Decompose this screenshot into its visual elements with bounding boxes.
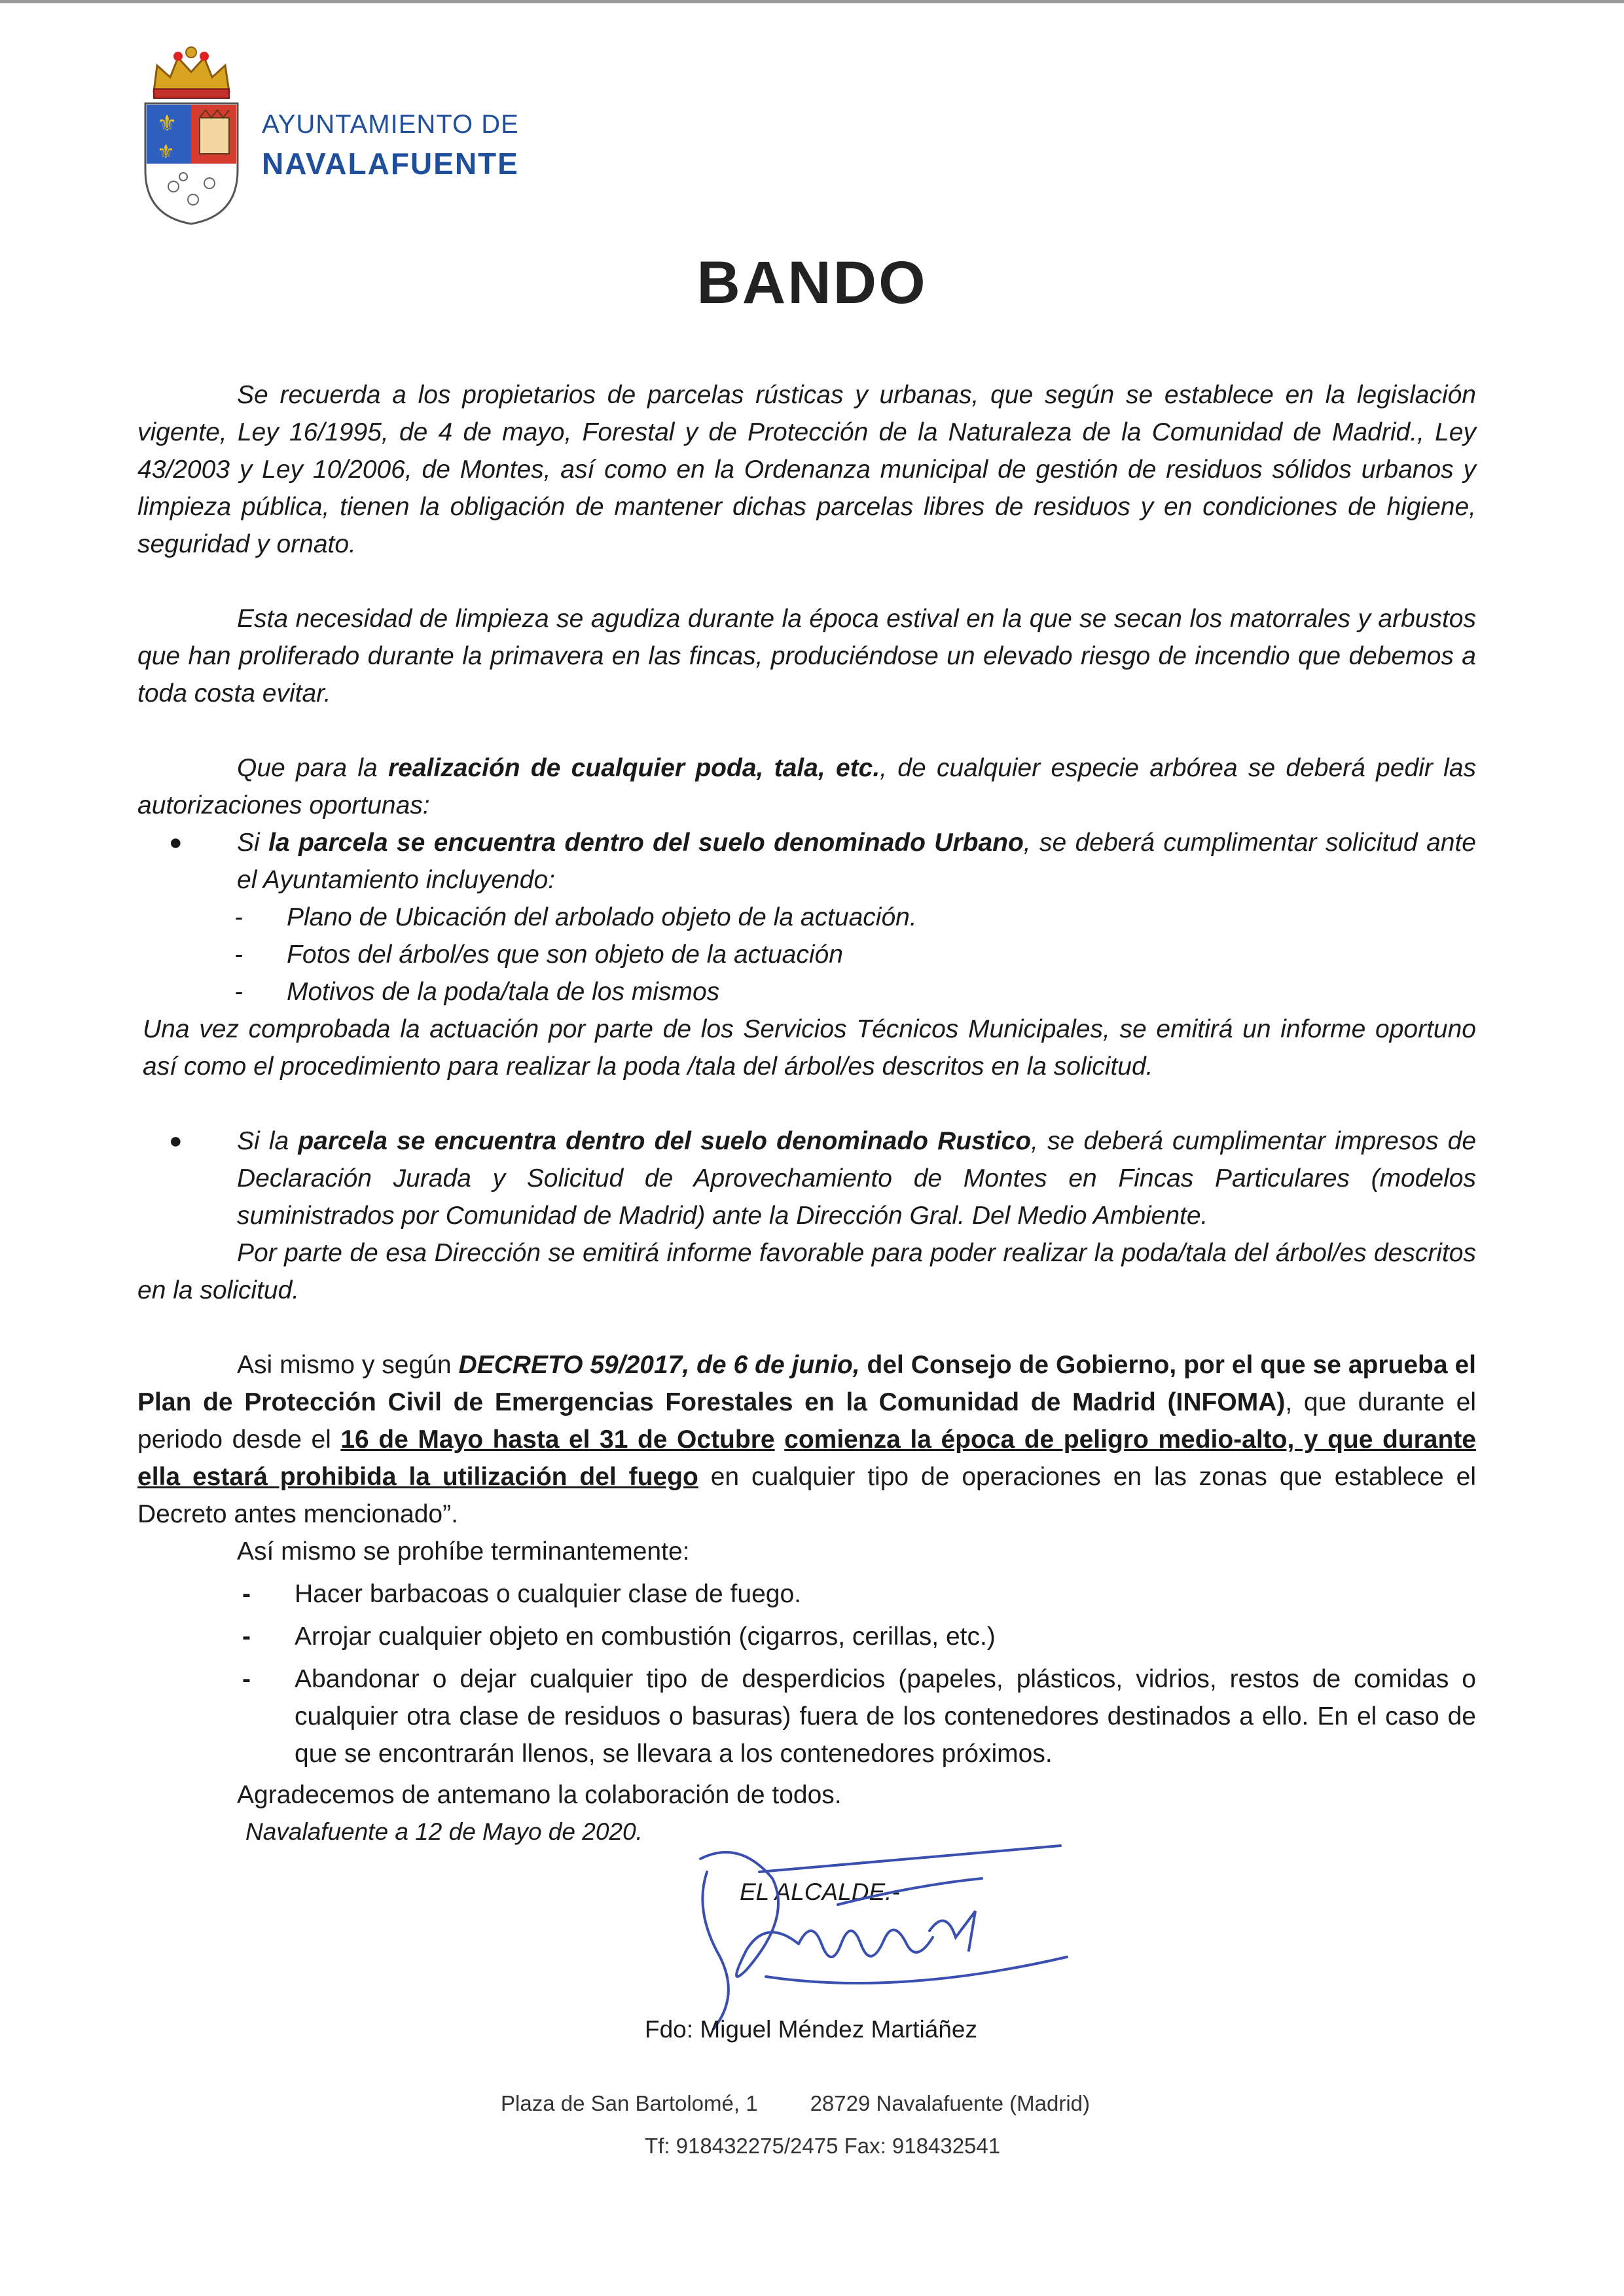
- bold-span: del Consejo de Gobierno, por el que se aprueba el Plan de Protección Civil de Emergencias Forestales en la Comunidad de Madrid (INFOMA): [137, 1351, 1476, 1416]
- document-body: [137, 376, 1476, 1814]
- footer-address-line: [501, 2091, 1090, 2116]
- bullet-icon: ●: [169, 1128, 183, 1153]
- list-item-text: Fotos del árbol/es que son objeto de la actuación: [287, 941, 843, 969]
- svg-text:⚜: ⚜: [157, 111, 177, 137]
- list-item: [242, 1660, 1476, 1772]
- paragraph-urban-after: Una vez comprobada la actuación por parte de los Servicios Técnicos Municipales, se emitirá un informe oportuno así como el procedimiento para realizar la poda /tala del árbol/es descritos en la solicitud.: [143, 1015, 1476, 1081]
- bullet-rustic-text: [237, 1122, 1476, 1234]
- bullet-urban: [169, 824, 1476, 899]
- dash-icon: -: [242, 1623, 251, 1651]
- list-item-text: Motivos de la poda/tala de los mismos: [287, 978, 720, 1006]
- text-span: Si: [237, 829, 269, 857]
- dash-icon: -: [242, 1665, 251, 1693]
- bullet-urban-text: [237, 824, 1476, 899]
- list-item-text: Plano de Ubicación del arbolado objeto de la actuación.: [287, 903, 917, 931]
- bold-span: realización de cualquier poda, tala, etc.: [388, 754, 880, 782]
- paragraph-summer-risk: Esta necesidad de limpieza se agudiza durante la época estival en la que se secan los matorrales y arbustos que han proliferado durante la primavera en las fincas, produciéndose un elevado riesgo de incendio que debemos a toda costa evitar.: [137, 605, 1476, 708]
- text-span: Que para la: [237, 754, 388, 782]
- dash-icon: -: [234, 978, 243, 1006]
- list-item-text: Hacer barbacoas o cualquier clase de fuego.: [295, 1580, 801, 1608]
- text-span: [775, 1426, 785, 1454]
- footer-address: Plaza de San Bartolomé, 1: [501, 2091, 758, 2115]
- footer-phones: Tf: 918432275/2475 Fax: 918432541: [645, 2134, 1001, 2158]
- text-span: en cualquier tipo de operaciones en las zonas que establece el Decreto antes mencionado”.: [137, 1463, 1476, 1528]
- text-span: Asi mismo y según: [237, 1351, 459, 1379]
- paragraph-decree: [137, 1346, 1476, 1533]
- decree-reference: DECRETO 59/2017, de 6 de junio,: [458, 1351, 860, 1379]
- period-dates: 16 de Mayo hasta el 31 de Octubre: [340, 1426, 775, 1454]
- coat-of-arms-icon: [137, 46, 245, 229]
- dash-icon: -: [234, 903, 243, 931]
- list-item: [234, 899, 1476, 936]
- paragraph-authorization: [137, 749, 1476, 824]
- list-item: [234, 973, 1476, 1011]
- bullet-icon: ●: [169, 830, 183, 855]
- dash-icon: -: [242, 1580, 251, 1608]
- prohibition-intro: Así mismo se prohíbe terminantemente:: [237, 1537, 690, 1566]
- fire-ban-statement: comienza la época de peligro medio-alto, y que durante ella estará prohibida la utilización del fuego: [137, 1426, 1476, 1491]
- text-span: Si la: [237, 1127, 298, 1155]
- paragraph-rustic-after: Por parte de esa Dirección se emitirá informe favorable para poder realizar la poda/tala del árbol/es descritos en la solicitud.: [137, 1239, 1476, 1304]
- page-title: BANDO: [696, 249, 928, 316]
- list-item: [234, 936, 1476, 973]
- text-span: , se deberá cumplimentar solicitud ante el Ayuntamiento incluyendo:: [237, 829, 1477, 894]
- bold-span: parcela se encuentra dentro del suelo denominado Rustico: [298, 1127, 1032, 1155]
- text-span: , que durante el periodo desde el: [137, 1388, 1476, 1454]
- top-scan-edge: [0, 0, 1624, 3]
- bold-span: la parcela se encuentra dentro del suelo denominado Urbano: [268, 829, 1024, 857]
- list-item-text: Abandonar o dejar cualquier tipo de desperdicios (papeles, plásticos, vidrios, restos de comidas o cualquier otra clase de residuos o basuras) fuera de los contenedores destinados a ello. En el caso de que se encontrarán llenos, se llevara a los contenedores próximos.: [295, 1665, 1476, 1768]
- svg-text:⚜: ⚜: [157, 141, 175, 164]
- handwritten-signature: [668, 1833, 1087, 2042]
- text-span: , se deberá cumplimentar impresos de Declaración Jurada y Solicitud de Aprovechamiento de Montes en Fincas Particulares (modelos suministrados por Comunidad de Madrid) ante la Dirección Gral. Del Medio Ambiente.: [237, 1127, 1477, 1230]
- paragraph-legislation: Se recuerda a los propietarios de parcelas rústicas y urbanas, que según se establece en la legislación vigente, Ley 16/1995, de 4 de mayo, Forestal y de Protección de la Naturaleza de la Comunidad de Madrid., Ley 43/2003 y Ley 10/2006, de Montes, así como en la Ordenanza municipal de gestión de residuos sólidos urbanos y limpieza pública, tienen la obligación de mantener dichas parcelas libres de residuos y en condiciones de higiene, seguridad y ornato.: [137, 381, 1476, 558]
- document-date: Navalafuente a 12 de Mayo de 2020.: [245, 1818, 643, 1845]
- org-line1: AYUNTAMIENTO DE: [262, 110, 519, 139]
- list-item: [242, 1575, 1476, 1613]
- text-span: , de cualquier especie arbórea se deberá pedir las autorizaciones oportunas:: [137, 754, 1477, 819]
- bullet-rustic: [169, 1122, 1476, 1234]
- thanks-line: Agradecemos de antemano la colaboración de todos.: [237, 1781, 842, 1809]
- municipality-header: [262, 110, 519, 181]
- footer-city: 28729 Navalafuente (Madrid): [810, 2091, 1090, 2115]
- mayor-title: EL ALCALDE.-: [740, 1878, 900, 1905]
- signatory-name: Fdo: Miguel Méndez Martiáñez: [645, 2016, 977, 2043]
- list-item-text: Arrojar cualquier objeto en combustión (cigarros, cerillas, etc.): [295, 1623, 996, 1651]
- list-item: [242, 1618, 1476, 1655]
- dash-icon: -: [234, 941, 243, 969]
- org-line2: NAVALAFUENTE: [262, 147, 519, 181]
